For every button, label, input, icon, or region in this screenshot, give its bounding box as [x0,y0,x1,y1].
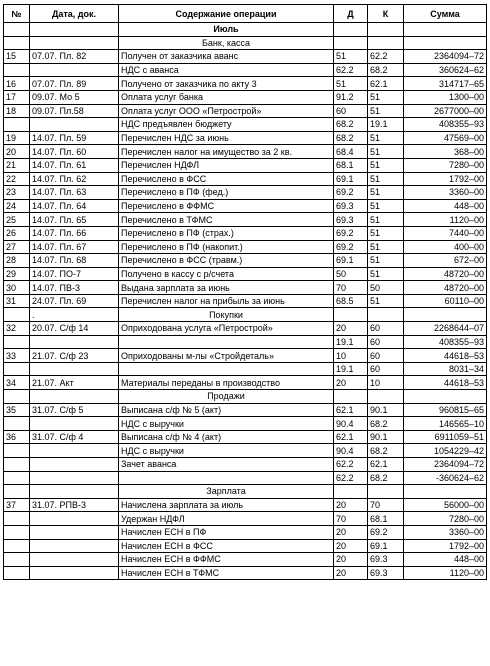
row-date [30,539,119,553]
row-date: 31.07. РПВ-3 [30,498,119,512]
row-content: Перечислен НДС за июнь [119,131,334,145]
row-num [4,566,30,580]
table-row [4,199,487,213]
row-credit: 51 [368,158,404,172]
row-debit: 91.2 [334,90,368,104]
section-row [4,485,487,499]
row-date: 07.07. Пл. 82 [30,50,119,64]
row-date: 14.07. ПВ-3 [30,281,119,295]
row-debit: 69.3 [334,213,368,227]
row-sum: 44618–53 [404,349,487,363]
row-num: 31 [4,294,30,308]
row-sum: 146565–10 [404,417,487,431]
row-credit: 51 [368,226,404,240]
row-num: 28 [4,254,30,268]
row-debit: 68.5 [334,294,368,308]
row-content: Зачет аванса [119,458,334,472]
table-row [4,172,487,186]
row-debit: 60 [334,104,368,118]
row-debit [334,308,368,322]
row-credit: 50 [368,281,404,295]
row-date [30,36,119,50]
row-num: 20 [4,145,30,159]
table-row [4,525,487,539]
row-date [30,444,119,458]
table-body [4,23,487,580]
row-sum [404,308,487,322]
section-row [4,308,487,322]
row-num: 26 [4,226,30,240]
row-credit [368,308,404,322]
row-debit: 51 [334,50,368,64]
row-credit: 62.1 [368,77,404,91]
row-credit: 62.1 [368,458,404,472]
row-credit: 51 [368,294,404,308]
row-sum: 3360–00 [404,525,487,539]
row-date: 14.07. Пл. 62 [30,172,119,186]
row-sum: 448–00 [404,199,487,213]
row-date: 14.07. Пл. 63 [30,186,119,200]
row-sum [404,390,487,404]
table-row [4,50,487,64]
row-date [30,471,119,485]
row-date [30,566,119,580]
section-title: Банк, касса [119,36,334,50]
table-row [4,104,487,118]
row-date: 14.07. Пл. 60 [30,145,119,159]
row-num: 29 [4,267,30,281]
row-sum: 48720–00 [404,281,487,295]
section-title: Зарплата [119,485,334,499]
row-date [30,390,119,404]
row-debit: 68.1 [334,158,368,172]
row-sum: 7280–00 [404,512,487,526]
row-date [30,512,119,526]
row-content: Перечислен НДФЛ [119,158,334,172]
row-sum: 1120–00 [404,213,487,227]
table-row [4,294,487,308]
row-date: 14.07. Пл. 68 [30,254,119,268]
row-sum: 2364094–72 [404,50,487,64]
row-sum: 44618–53 [404,376,487,390]
row-date: 09.07. Мо 5 [30,90,119,104]
row-sum: 7440–00 [404,226,487,240]
row-content: Начислен ЕСН в ТФМС [119,566,334,580]
row-num [4,553,30,567]
row-debit: 62.2 [334,458,368,472]
row-num [4,362,30,376]
row-debit: 70 [334,512,368,526]
row-num: 30 [4,281,30,295]
row-content: Оплата услуг ООО «Петрострой» [119,104,334,118]
row-date: 31.07. С/ф 4 [30,430,119,444]
row-sum: 3360–00 [404,186,487,200]
row-content [119,362,334,376]
row-content: Материалы переданы в производство [119,376,334,390]
table-row [4,471,487,485]
row-credit: 68.2 [368,63,404,77]
row-sum [404,485,487,499]
month-blank-sum [404,23,487,37]
row-content: Удержан НДФЛ [119,512,334,526]
row-num [4,525,30,539]
row-sum: 47569–00 [404,131,487,145]
row-date: . [30,308,119,322]
row-num [4,444,30,458]
row-date: 14.07. Пл. 67 [30,240,119,254]
row-num: 19 [4,131,30,145]
table-row [4,444,487,458]
row-credit: 68.1 [368,512,404,526]
row-sum: -360624–62 [404,471,487,485]
row-debit [334,36,368,50]
row-num [4,485,30,499]
row-credit: 10 [368,376,404,390]
row-debit: 69.1 [334,254,368,268]
section-row [4,390,487,404]
col-header-sum: Сумма [404,5,487,23]
table-row [4,267,487,281]
row-credit: 69.3 [368,553,404,567]
row-sum: 60110–00 [404,294,487,308]
table-row [4,213,487,227]
row-content: Начислен ЕСН в ФСС [119,539,334,553]
table-row [4,158,487,172]
row-sum: 408355–93 [404,118,487,132]
row-credit [368,36,404,50]
row-debit: 51 [334,77,368,91]
col-header-content: Содержание операции [119,5,334,23]
table-row [4,77,487,91]
row-date [30,458,119,472]
row-num [4,417,30,431]
col-header-debit: Д [334,5,368,23]
row-date: 14.07. Пл. 59 [30,131,119,145]
row-debit: 20 [334,498,368,512]
table-row [4,145,487,159]
row-credit: 51 [368,240,404,254]
row-num: 16 [4,77,30,91]
row-credit: 51 [368,254,404,268]
row-credit: 68.2 [368,417,404,431]
row-sum: 314717–65 [404,77,487,91]
row-credit: 51 [368,90,404,104]
table-row [4,226,487,240]
row-content: Перечислен налог на имущество за 2 кв. [119,145,334,159]
row-date: 20.07. С/ф 14 [30,322,119,336]
table-row [4,539,487,553]
row-date [30,63,119,77]
row-date: 09.07. Пл.58 [30,104,119,118]
row-credit: 62.2 [368,50,404,64]
col-header-credit: К [368,5,404,23]
row-date [30,118,119,132]
row-credit: 60 [368,362,404,376]
row-credit: 51 [368,186,404,200]
section-row [4,36,487,50]
row-debit [334,485,368,499]
row-debit: 20 [334,525,368,539]
row-credit: 51 [368,213,404,227]
row-num: 18 [4,104,30,118]
month-blank-num [4,23,30,37]
row-credit: 19.1 [368,118,404,132]
row-num: 37 [4,498,30,512]
row-content: Начислен ЕСН в ПФ [119,525,334,539]
row-sum: 1054229–42 [404,444,487,458]
row-sum: 1792–00 [404,172,487,186]
row-date [30,417,119,431]
row-date: 14.07. Пл. 64 [30,199,119,213]
row-content: Перечислено в ФСС (травм.) [119,254,334,268]
row-num [4,335,30,349]
table-row [4,90,487,104]
row-credit: 60 [368,335,404,349]
row-debit: 20 [334,566,368,580]
table-row [4,430,487,444]
row-debit: 62.2 [334,471,368,485]
row-credit: 51 [368,145,404,159]
row-content: Начислена зарплата за июль [119,498,334,512]
row-content: Перечислено в ПФ (страх.) [119,226,334,240]
col-header-num: № [4,5,30,23]
row-num [4,308,30,322]
row-debit: 20 [334,376,368,390]
row-debit: 20 [334,322,368,336]
table-row [4,512,487,526]
row-debit: 20 [334,539,368,553]
row-content: Получено от заказчика по акту 3 [119,77,334,91]
table-row [4,63,487,77]
table-row [4,281,487,295]
row-credit: 51 [368,131,404,145]
row-date: 14.07. ПО-7 [30,267,119,281]
row-num [4,471,30,485]
row-sum: 8031–34 [404,362,487,376]
row-num [4,458,30,472]
row-sum: 400–00 [404,240,487,254]
month-blank-date [30,23,119,37]
row-sum: 7280–00 [404,158,487,172]
row-credit: 51 [368,104,404,118]
row-content: Выдана зарплата за июнь [119,281,334,295]
row-debit: 20 [334,553,368,567]
table-row [4,403,487,417]
row-content: Выписана с/ф № 4 (акт) [119,430,334,444]
row-credit: 69.2 [368,525,404,539]
col-header-date: Дата, док. [30,5,119,23]
month-blank-k [368,23,404,37]
row-num: 21 [4,158,30,172]
row-debit: 19.1 [334,362,368,376]
row-num: 36 [4,430,30,444]
row-num: 34 [4,376,30,390]
row-date: 14.07. Пл. 65 [30,213,119,227]
row-num [4,36,30,50]
table-row [4,186,487,200]
row-date: 14.07. Пл. 61 [30,158,119,172]
row-credit: 51 [368,172,404,186]
table-row [4,240,487,254]
row-date: 31.07. С/ф 5 [30,403,119,417]
row-debit: 90.4 [334,444,368,458]
month-row [4,23,487,37]
row-date: 21.07. С/ф 23 [30,349,119,363]
row-date [30,525,119,539]
row-sum: 960815–65 [404,403,487,417]
row-credit: 68.2 [368,471,404,485]
row-date: 21.07. Акт [30,376,119,390]
row-debit: 70 [334,281,368,295]
row-num [4,63,30,77]
row-content: Перечислено в ФСС [119,172,334,186]
row-num: 35 [4,403,30,417]
row-sum: 1300–00 [404,90,487,104]
row-credit [368,390,404,404]
row-credit: 51 [368,267,404,281]
row-num: 23 [4,186,30,200]
row-content: НДС с выручки [119,444,334,458]
row-debit: 69.2 [334,240,368,254]
row-num [4,118,30,132]
row-credit: 90.1 [368,430,404,444]
table-row [4,118,487,132]
table-row [4,349,487,363]
table-row [4,376,487,390]
row-content [119,335,334,349]
row-date: 14.07. Пл. 66 [30,226,119,240]
row-sum: 6911059–51 [404,430,487,444]
row-credit [368,485,404,499]
row-credit: 70 [368,498,404,512]
table-row [4,322,487,336]
row-debit: 50 [334,267,368,281]
row-content: НДС с выручки [119,417,334,431]
row-debit [334,390,368,404]
month-title: Июль [119,23,334,37]
row-num: 32 [4,322,30,336]
journal-table [3,4,487,580]
row-debit: 19.1 [334,335,368,349]
row-debit: 69.2 [334,226,368,240]
section-title: Покупки [119,308,334,322]
row-content: Начислен ЕСН в ФФМС [119,553,334,567]
row-credit: 69.1 [368,539,404,553]
row-content: Оприходована услуга «Петрострой» [119,322,334,336]
row-debit: 69.2 [334,186,368,200]
row-sum: 448–00 [404,553,487,567]
row-debit: 10 [334,349,368,363]
row-content: Выписана с/ф № 5 (акт) [119,403,334,417]
row-date [30,335,119,349]
section-title: Продажи [119,390,334,404]
row-content: Перечислен налог на прибыль за июнь [119,294,334,308]
table-row [4,335,487,349]
row-num [4,539,30,553]
row-credit: 90.1 [368,403,404,417]
row-sum: 1792–00 [404,539,487,553]
row-credit: 60 [368,349,404,363]
table-row [4,553,487,567]
row-sum: 2268644–07 [404,322,487,336]
row-debit: 69.1 [334,172,368,186]
row-date [30,553,119,567]
row-num: 33 [4,349,30,363]
table-row [4,417,487,431]
row-date [30,362,119,376]
row-credit: 68.2 [368,444,404,458]
row-num: 25 [4,213,30,227]
row-num: 15 [4,50,30,64]
month-blank-d [334,23,368,37]
row-debit: 90.4 [334,417,368,431]
row-num: 27 [4,240,30,254]
row-num [4,512,30,526]
row-credit: 51 [368,199,404,213]
table-row [4,254,487,268]
row-sum: 408355–93 [404,335,487,349]
row-sum: 360624–62 [404,63,487,77]
row-content: Перечислено в ПФ (фед.) [119,186,334,200]
row-debit: 68.4 [334,145,368,159]
row-date: 07.07. Пл. 89 [30,77,119,91]
row-content: Перечислено в ПФ (накопит.) [119,240,334,254]
row-sum: 2677000–00 [404,104,487,118]
row-content: НДС предъявлен бюджету [119,118,334,132]
row-content: Оплата услуг банка [119,90,334,104]
row-content: Перечислено в ТФМС [119,213,334,227]
row-date [30,485,119,499]
row-content: Получено в кассу с р/счета [119,267,334,281]
table-row [4,131,487,145]
row-content: Перечислено в ФФМС [119,199,334,213]
row-debit: 69.3 [334,199,368,213]
row-content: Получен от заказчика аванс [119,50,334,64]
row-sum: 1120–00 [404,566,487,580]
row-credit: 69.3 [368,566,404,580]
table-row [4,498,487,512]
row-date: 24.07. Пл. 69 [30,294,119,308]
row-content: Оприходованы м-лы «Стройдеталь» [119,349,334,363]
row-num: 17 [4,90,30,104]
row-sum [404,36,487,50]
row-sum: 56000–00 [404,498,487,512]
row-num: 24 [4,199,30,213]
row-sum: 48720–00 [404,267,487,281]
row-debit: 62.2 [334,63,368,77]
row-sum: 368–00 [404,145,487,159]
row-sum: 2364094–72 [404,458,487,472]
row-credit: 60 [368,322,404,336]
row-debit: 62.1 [334,403,368,417]
row-debit: 62.1 [334,430,368,444]
table-header-row [4,5,487,23]
row-content: НДС с аванса [119,63,334,77]
row-debit: 68.2 [334,131,368,145]
table-row [4,458,487,472]
row-num [4,390,30,404]
table-row [4,362,487,376]
table-row [4,566,487,580]
row-sum: 672–00 [404,254,487,268]
row-debit: 68.2 [334,118,368,132]
row-content [119,471,334,485]
row-num: 22 [4,172,30,186]
